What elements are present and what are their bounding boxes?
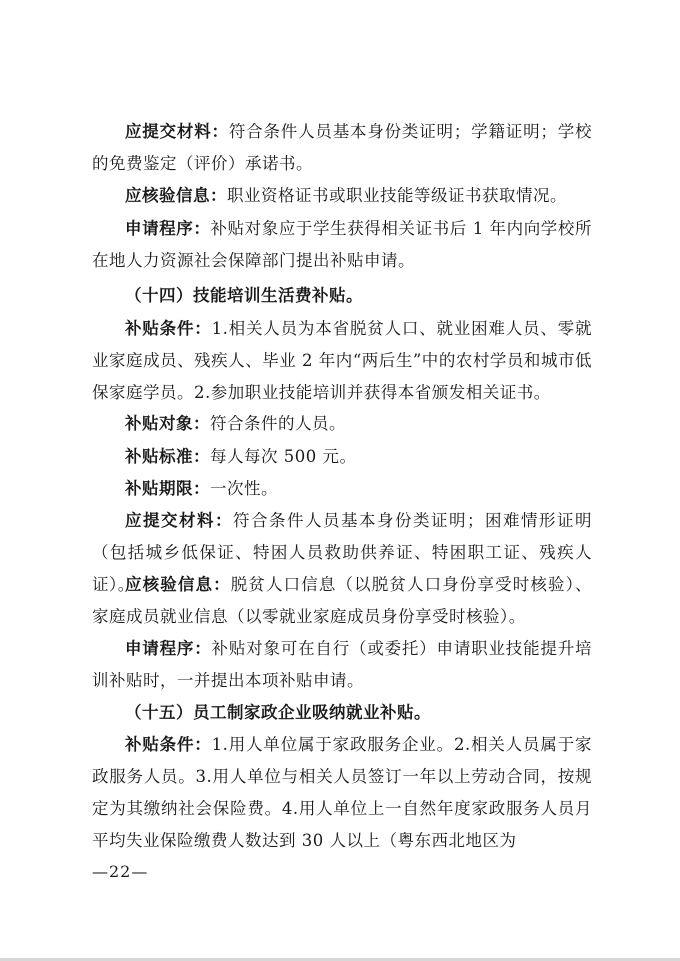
paragraph-label: 应核验信息： <box>125 575 231 594</box>
paragraph-text: 符合条件人员基本身份类证明；困难情形证明（包括城乡低保证、特困人员救助供养证、特困职工证、残疾人证）。 <box>92 511 592 594</box>
section-heading-15: （十五）员工制家政企业吸纳就业补贴。 <box>125 703 431 722</box>
paragraph-procedure-1 <box>92 213 592 277</box>
paragraph-text: 补贴对象应于学生获得相关证书后 1 年内向学校所在地人力资源社会保障部门提出补贴申请。 <box>92 219 592 270</box>
paragraph-verify-info-1 <box>92 180 592 212</box>
paragraph-label: 补贴期限： <box>125 479 210 498</box>
paragraph-conditions-14 <box>92 313 592 409</box>
paragraph-text: 符合条件人员基本身份类证明；学籍证明；学校的免费鉴定（评价）承诺书。 <box>92 122 593 173</box>
paragraph-period-14 <box>92 473 592 505</box>
paragraph-standard-14 <box>92 441 592 473</box>
paragraph-label: 补贴对象： <box>125 414 210 433</box>
paragraph-label: 申请程序： <box>125 639 212 658</box>
paragraph-text: 补贴对象可在自行（或委托）申请职业技能提升培训补贴时，一并提出本项补贴申请。 <box>92 639 593 690</box>
paragraph-label: 补贴条件： <box>125 319 212 338</box>
paragraph-text: 职业资格证书或职业技能等级证书获取情况。 <box>227 186 567 205</box>
paragraph-procedure-14 <box>92 633 592 697</box>
paragraph-text: 脱贫人口信息（以脱贫人口身份享受时核验）、家庭成员就业信息（以零就业家庭成员身份享受时核验）。 <box>92 575 592 626</box>
paragraph-submit-materials-1 <box>92 116 592 180</box>
paragraph-label: 应提交材料： <box>125 511 233 530</box>
paragraph-target-14 <box>92 408 592 440</box>
paragraph-verify-info-14 <box>92 569 592 633</box>
paragraph-text: 一次性。 <box>210 479 278 498</box>
paragraph-text: 1.相关人员为本省脱贫人口、就业困难人员、零就业家庭成员、残疾人、毕业 2 年内“两后生”中的农村学员和城市低保家庭学员。2.参加职业技能培训并获得本省颁发相关证书。 <box>92 319 592 402</box>
page-number: —22— <box>92 862 149 881</box>
section-heading-14: （十四）技能培训生活费补贴。 <box>125 286 363 305</box>
paragraph-label: 补贴标准： <box>125 447 210 466</box>
paragraph-label: 申请程序： <box>125 219 211 238</box>
paragraph-text: 每人每次 500 元。 <box>210 447 357 466</box>
paragraph-text: 符合条件的人员。 <box>210 414 346 433</box>
paragraph-text: 1.用人单位属于家政服务企业。2.相关人员属于家政服务人员。3.用人单位与相关人员签订一年以上劳动合同，按规定为其缴纳社会保险费。4.用人单位上一自然年度家政服务人员月平均失业保险缴费人数达到 30 人以上（粤东西北地区为 <box>92 735 592 850</box>
paragraph-label: 应提交材料： <box>125 122 229 141</box>
paragraph-label: 应核验信息： <box>125 186 227 205</box>
paragraph-conditions-15 <box>92 729 592 857</box>
paragraph-label: 补贴条件： <box>125 735 212 754</box>
